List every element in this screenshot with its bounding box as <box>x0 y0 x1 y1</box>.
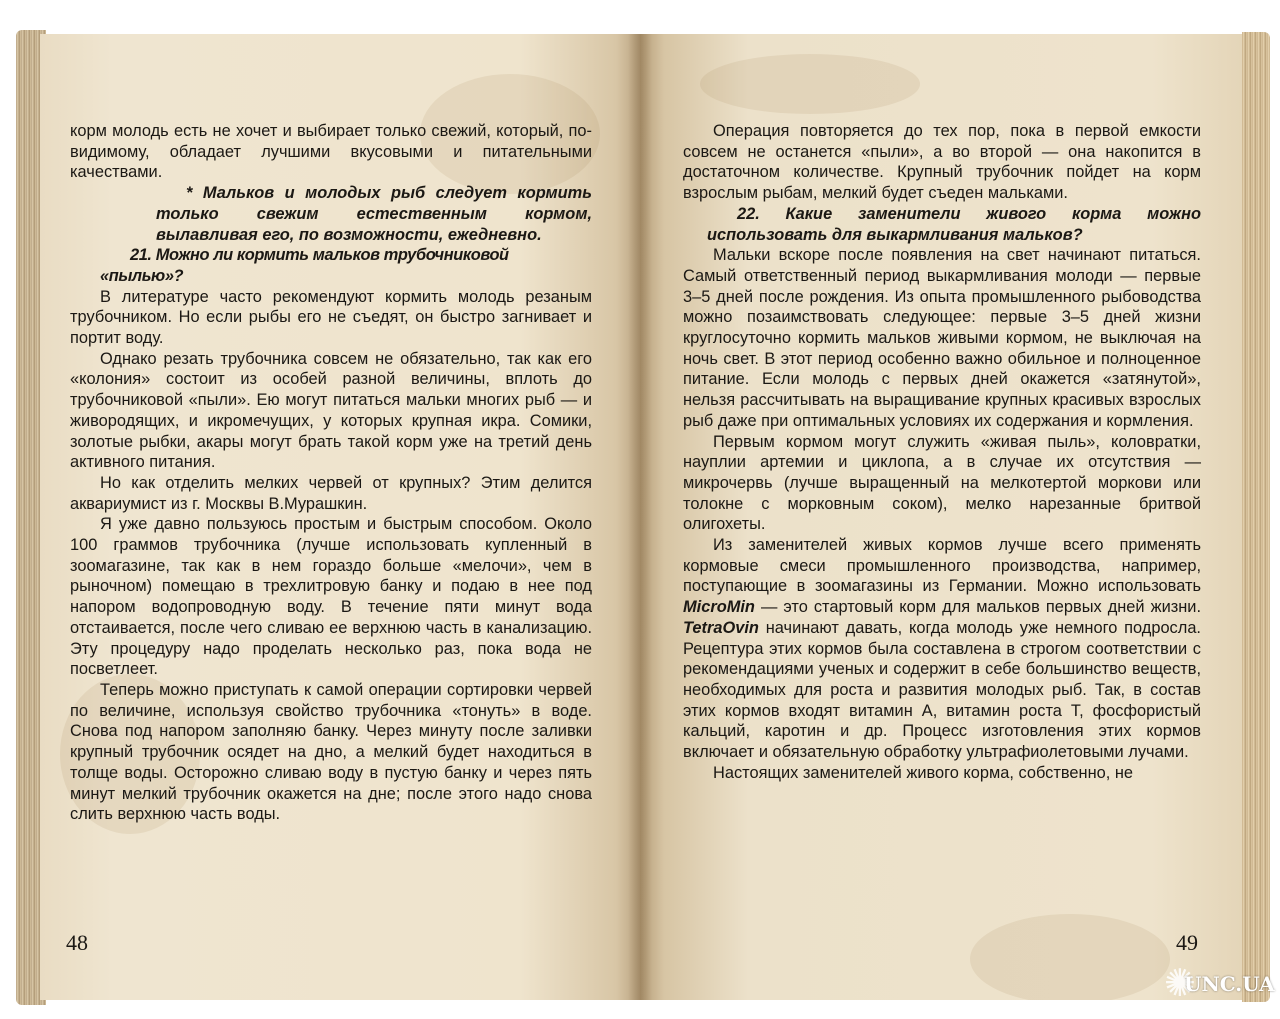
sun-logo-icon: ✺ <box>1164 961 1196 1005</box>
left-paragraph: Я уже давно пользуюсь простым и быстрым способом. Около 100 граммов трубочника (лучше использовать купленный в зоомагазине, так как в нем гораздо больше «мелочи», чем в рыночном) помещаю в трехлитровую банку и подаю в нее под напором водопроводную воду. В течение пяти минут вода отстаивается, после чего сливаю ее верхнюю часть в канализацию. Эту процедуру надо проделать несколько раз, пока вода не посветлеет. <box>70 515 592 679</box>
left-page-number: 48 <box>66 930 88 955</box>
product-name-tetraovin: TetraOvin <box>683 618 759 637</box>
right-last-line: Настоящих заменителей живого корма, собственно, не <box>713 763 1134 782</box>
substitutes-paragraph <box>683 535 1201 763</box>
right-paragraph: Первым кормом могут служить «живая пыль», коловратки, науплии артемии и циклопа, а в случае их отсутствия — микрочервь (лучше выращенный на мелкотертой моркови или толокне с морковным соком), мелко нарезанные бритвой олигохеты. <box>683 432 1201 534</box>
site-watermark <box>1162 961 1275 1010</box>
right-intro-paragraph: Операция повторяется до тех пор, пока в первой емкости совсем не останется «пыли», а во второй — она накопится в достаточном количестве. Крупный трубочник пойдет на корм взрослым рыбам, мелкий будет съеден мальками. <box>683 122 1201 203</box>
substitutes-text: начинают давать, когда молодь уже немного подросла. Рецептура этих кормов была составлена в строгом соответствии с рекомендациями ученых и содержит в себе большинство веществ, необходимых для роста и развития молодых рыб. Так, в состав этих кормов входят витамин А, витамин роста Т, фосфористый кальций, каротин и др. Процесс изготовления этих кормов включает и обязательную обработку ультрафиолетовыми лучами. <box>683 618 1201 762</box>
right-paragraph: Мальки вскоре после появления на свет начинают питаться. Самый ответственный период выкармливания молоди — первые 3–5 дней после рождения. Из опыта промышленного рыбоводства можно позаимствовать следующее: первые 3–5 дней жизни круглосуточно кормить мальков живыми кормом, не выключая на ночь свет. В этот период особенно важно обильное и полноценное питание. Если молодь с первых дней окажется «затянутой», нельзя рассчитывать на выращивание крупных красивых взрослых рыб даже при оптимальных условиях их содержания и кормления. <box>683 246 1201 430</box>
left-page-text <box>70 121 592 825</box>
watermark-text: UNC.UA <box>1184 972 1275 996</box>
substitutes-text: Из заменителей живых кормов лучше всего применять кормовые смеси промышленного производства, например, поступающие в зоомагазины из Германии. Можно использовать <box>683 536 1201 596</box>
left-intro-paragraph: корм молодь есть не хочет и выбирает только свежий, который, по-видимому, обладает лучшими вкусовыми и питательными качествами. <box>70 122 592 182</box>
left-paragraph: Но как отделить мелких червей от крупных? Этим делится аквариумист из г. Москвы В.Мурашкин. <box>70 473 592 513</box>
feeding-note: * Мальков и молодых рыб следует кормить только свежим естественным кормом, вылавливая его, по возможности, ежедневно. <box>156 184 592 244</box>
right-page-edges <box>1242 32 1270 1002</box>
section-21-heading: 21. Можно ли кормить мальков трубочниковой «пылью»? <box>100 246 509 285</box>
book-gutter <box>628 34 652 1000</box>
substitutes-text: — это стартовый корм для мальков первых дней жизни. <box>754 598 1201 617</box>
section-22-heading: 22. Какие заменители живого корма можно использовать для выкармливания мальков? <box>707 204 1201 244</box>
product-name-micromin: MicroMin <box>683 598 755 617</box>
left-paragraph: Однако резать трубочника совсем не обязательно, так как его «колония» состоит из особей разной величины, вплоть до трубочниковой «пыли». Ею могут питаться мальки многих рыб — и живородящих, и икромечущих, у которых крупная икра. Сомики, золотые рыбки, акары могут брать такой корм уже на третий день активного питания. <box>70 349 592 472</box>
right-page-text <box>683 121 1201 784</box>
right-page-number: 49 <box>1176 930 1198 955</box>
left-paragraph: В литературе часто рекомендуют кормить молодь резаным трубочником. Но если рыбы его не съедят, он быстро загнивает и портит воду. <box>70 287 592 348</box>
left-paragraph: Теперь можно приступать к самой операции сортировки червей по величине, используя свойство трубочника «тонуть» в воде. Снова под напором заполняю банку. Через минуту после заливки крупный трубочник осядет на дно, а мелкий будет находиться в толще воды. Осторожно сливаю воду в пустую банку и через пять минут мелкий трубочник окажется на дне; после этого надо снова слить верхнюю часть воды. <box>70 680 592 824</box>
